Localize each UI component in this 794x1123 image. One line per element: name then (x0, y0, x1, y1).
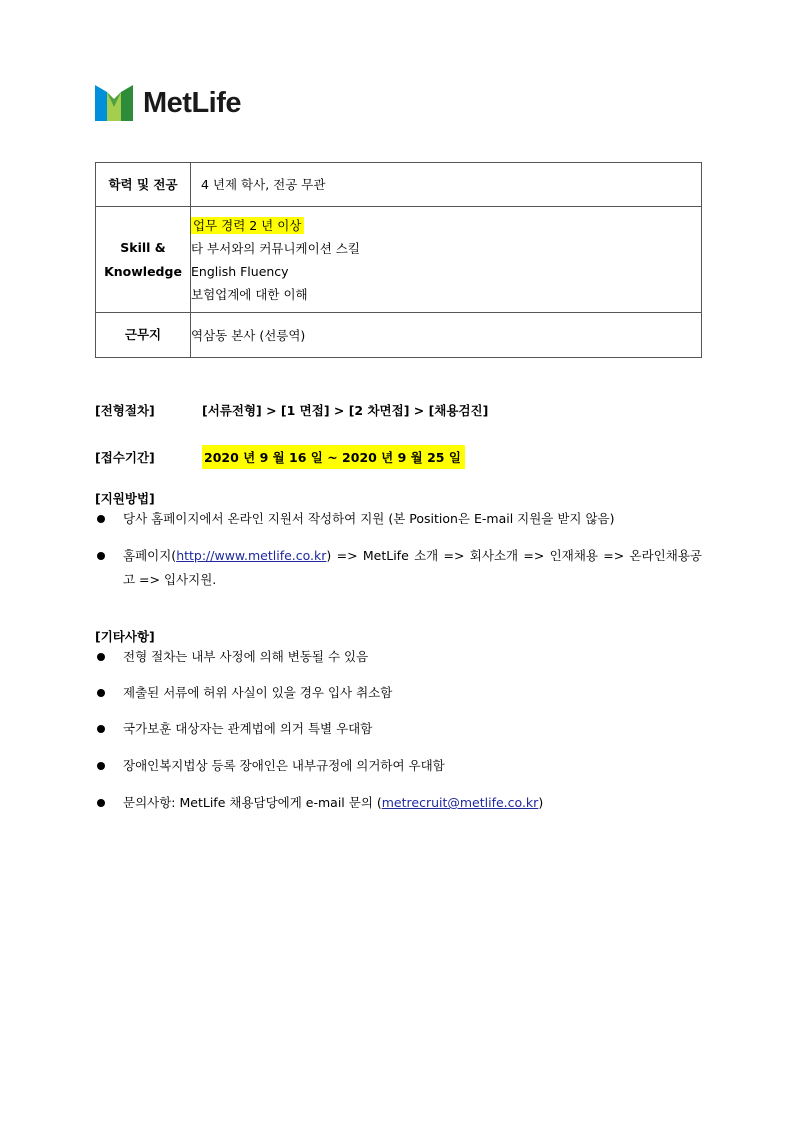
skill-item: English Fluency (191, 263, 289, 279)
list-item (95, 681, 702, 705)
location-label: 근무지 (96, 313, 191, 358)
period-label: [접수기간] (95, 450, 155, 465)
contact-suffix: ) (538, 795, 544, 810)
table-row (96, 207, 702, 313)
list-item (95, 717, 702, 741)
list-item (95, 544, 702, 592)
education-value: 4 년제 학사, 전공 무관 (191, 163, 702, 207)
list-item (95, 645, 702, 669)
process-label: [전형절차] (95, 403, 155, 418)
etc-item: 제출된 서류에 허위 사실이 있을 경우 입사 취소함 (123, 685, 393, 700)
apply-item-2 (123, 544, 702, 592)
location-value: 역삼동 본사 (선릉역) (191, 313, 702, 358)
metlife-logo-icon (95, 85, 133, 121)
list-item (95, 754, 702, 778)
bullet-icon (97, 799, 105, 807)
education-label: 학력 및 전공 (96, 163, 191, 207)
apply-item-2-suffix: ) => MetLife 소개 => 회사소개 => 인재채용 => 온라인채용공고 => 입사지원. (123, 548, 702, 587)
bullet-icon (97, 762, 105, 770)
skill-item: 타 부서와의 커뮤니케이션 스킬 (191, 240, 360, 256)
bullet-icon (97, 725, 105, 733)
table-row (96, 313, 702, 358)
list-item (95, 507, 702, 531)
skill-label-line1: Skill & (120, 239, 166, 255)
skill-label-line2: Knowledge (104, 263, 182, 279)
list-item (95, 791, 702, 815)
process-row (95, 401, 489, 419)
apply-item-2-prefix: 홈페이지( (123, 548, 177, 563)
logo-wordmark: MetLife (143, 87, 241, 119)
bullet-icon (97, 515, 105, 523)
etc-item: 장애인복지법상 등록 장애인은 내부규정에 의거하여 우대함 (123, 758, 445, 773)
period-row (95, 448, 461, 466)
bullet-icon (97, 689, 105, 697)
job-info-table (95, 162, 702, 358)
contact-prefix: 문의사항: MetLife 채용담당에게 e-mail 문의 ( (123, 795, 382, 810)
etc-item: 전형 절차는 내부 사정에 의해 변동될 수 있음 (123, 649, 369, 664)
apply-item-1: 당사 홈페이지에서 온라인 지원서 작성하여 지원 (본 Position은 E-mail 지원을 받지 않음) (123, 511, 615, 526)
homepage-link[interactable]: http://www.metlife.co.kr (176, 548, 327, 563)
table-row (96, 163, 702, 207)
contact-email-link[interactable]: metrecruit@metlife.co.kr (381, 795, 539, 810)
etc-header: [기타사항] (95, 629, 155, 644)
metlife-logo (95, 85, 241, 121)
process-value: [서류전형] > [1 면접] > [2 차면접] > [채용검진] (202, 403, 489, 418)
bullet-icon (97, 552, 105, 560)
skill-item: 보험업계에 대한 이해 (191, 286, 308, 302)
bullet-icon (97, 653, 105, 661)
skill-value (191, 207, 702, 313)
skill-label (96, 207, 191, 313)
contact-item (123, 791, 702, 815)
skill-item-highlight: 업무 경력 2 년 이상 (191, 217, 304, 234)
apply-header: [지원방법] (95, 491, 155, 506)
period-value: 2020 년 9 월 16 일 ~ 2020 년 9 월 25 일 (202, 445, 465, 469)
etc-item: 국가보훈 대상자는 관계법에 의거 특별 우대함 (123, 721, 373, 736)
